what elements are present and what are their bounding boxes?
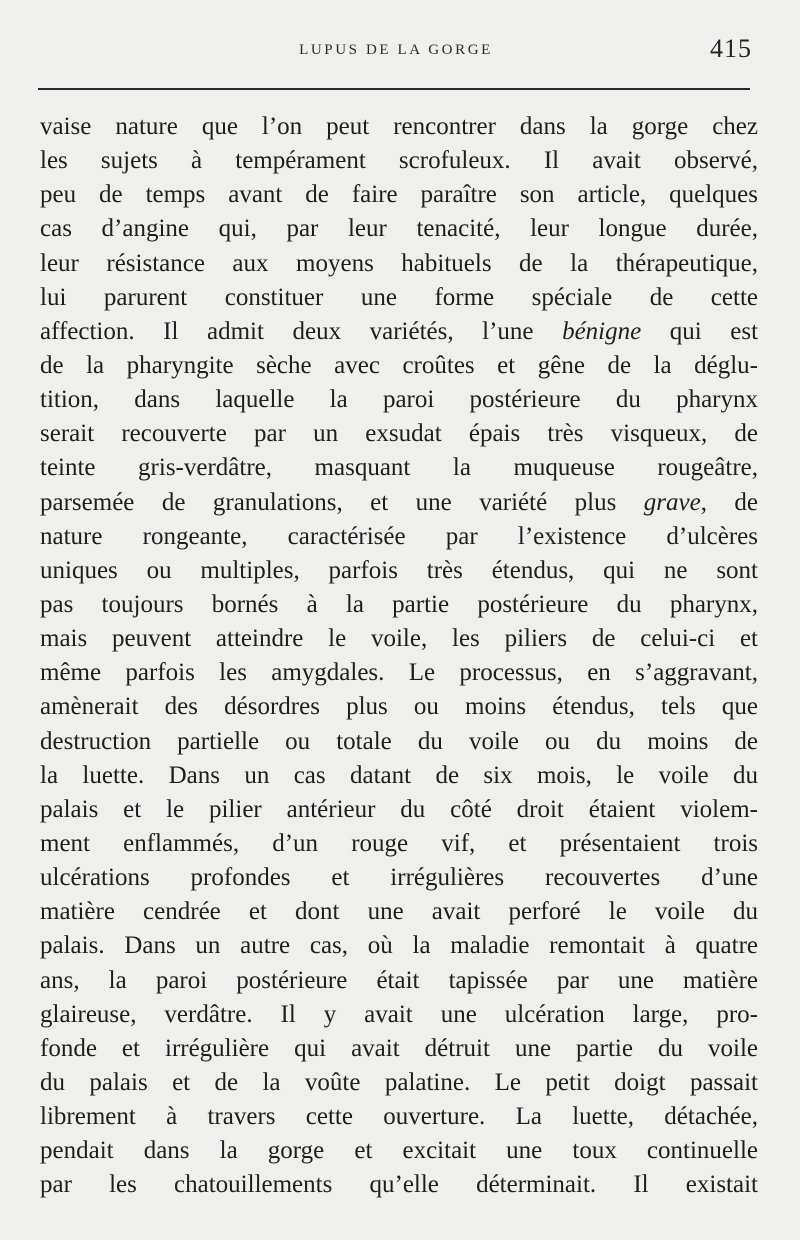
text-line: palais et le pilier antérieur du côté droit étaient violem- — [40, 795, 758, 823]
text-line: les sujets à tempérament scrofuleux. Il avait observé, — [40, 147, 758, 175]
text-line: tition, dans laquelle la paroi postérieure du pharynx — [40, 386, 758, 414]
text-line: lui parurent constituer une forme spéciale de cette — [40, 283, 758, 311]
italic-term: grave — [643, 488, 701, 516]
text-line: peu de temps avant de faire paraître son article, quelques — [40, 181, 758, 209]
text-line: vaise nature que l’on peut rencontrer dans la gorge chez — [40, 113, 758, 140]
text-line: ment enflammés, d’un rouge vif, et présentaient trois — [40, 829, 758, 857]
text-line: fonde et irrégulière qui avait détruit une partie du voile — [40, 1034, 758, 1062]
text-line: pendait dans la gorge et excitait une toux continuelle — [40, 1137, 758, 1165]
text-segment: , de — [700, 488, 758, 516]
text-line: matière cendrée et dont une avait perforé le voile du — [40, 898, 758, 926]
text-line: cas d’angine qui, par leur tenacité, leur longue durée, — [40, 215, 758, 243]
text-segment: affection. Il admit deux variétés, l’une — [40, 317, 563, 345]
text-line: pas toujours bornés à la partie postérieure du pharynx, — [40, 590, 758, 618]
text-line: nature rongeante, caractérisée par l’existence d’ulcères — [40, 522, 758, 550]
text-line: mais peuvent atteindre le voile, les piliers de celui-ci et — [40, 625, 758, 653]
text-line: ans, la paroi postérieure était tapissée par une matière — [40, 966, 758, 994]
text-line: leur résistance aux moyens habituels de la thérapeutique, — [40, 249, 758, 277]
text-line: même parfois les amygdales. Le processus, en s’aggravant, — [40, 659, 758, 687]
italic-term: bénigne — [562, 317, 642, 345]
page-header — [38, 30, 754, 70]
header-rule — [38, 88, 750, 90]
text-line: palais. Dans un autre cas, où la maladie remontait à quatre — [40, 932, 758, 960]
text-segment: qui est — [641, 317, 759, 345]
text-line: de la pharyngite sèche avec croûtes et gêne de la déglu- — [40, 351, 758, 379]
text-line: destruction partielle ou totale du voile ou du moins de — [40, 727, 758, 755]
text-line: par les chatouillements qu’elle déterminait. Il existait — [40, 1171, 758, 1199]
text-line: amènerait des désordres plus ou moins étendus, tels que — [40, 693, 758, 721]
text-line: teinte gris-verdâtre, masquant la muqueuse rougeâtre, — [40, 454, 758, 482]
text-segment: parsemée de granulations, et une variété plus — [40, 488, 644, 516]
body-text — [40, 110, 758, 1203]
text-line: librement à travers cette ouverture. La luette, détachée, — [40, 1103, 758, 1131]
text-line — [40, 486, 758, 520]
text-line — [40, 315, 758, 349]
text-line: uniques ou multiples, parfois très étendus, qui ne sont — [40, 556, 758, 584]
text-line: glaireuse, verdâtre. Il y avait une ulcération large, pro- — [40, 1000, 758, 1028]
text-line: du palais et de la voûte palatine. Le petit doigt passait — [40, 1068, 758, 1096]
text-line: ulcérations profondes et irrégulières recouvertes d’une — [40, 864, 758, 892]
text-line: la luette. Dans un cas datant de six mois, le voile du — [40, 761, 758, 789]
running-title: LUPUS DE LA GORGE — [299, 42, 493, 58]
page-number: 415 — [710, 34, 752, 63]
text-line: serait recouverte par un exsudat épais très visqueux, de — [40, 420, 758, 448]
